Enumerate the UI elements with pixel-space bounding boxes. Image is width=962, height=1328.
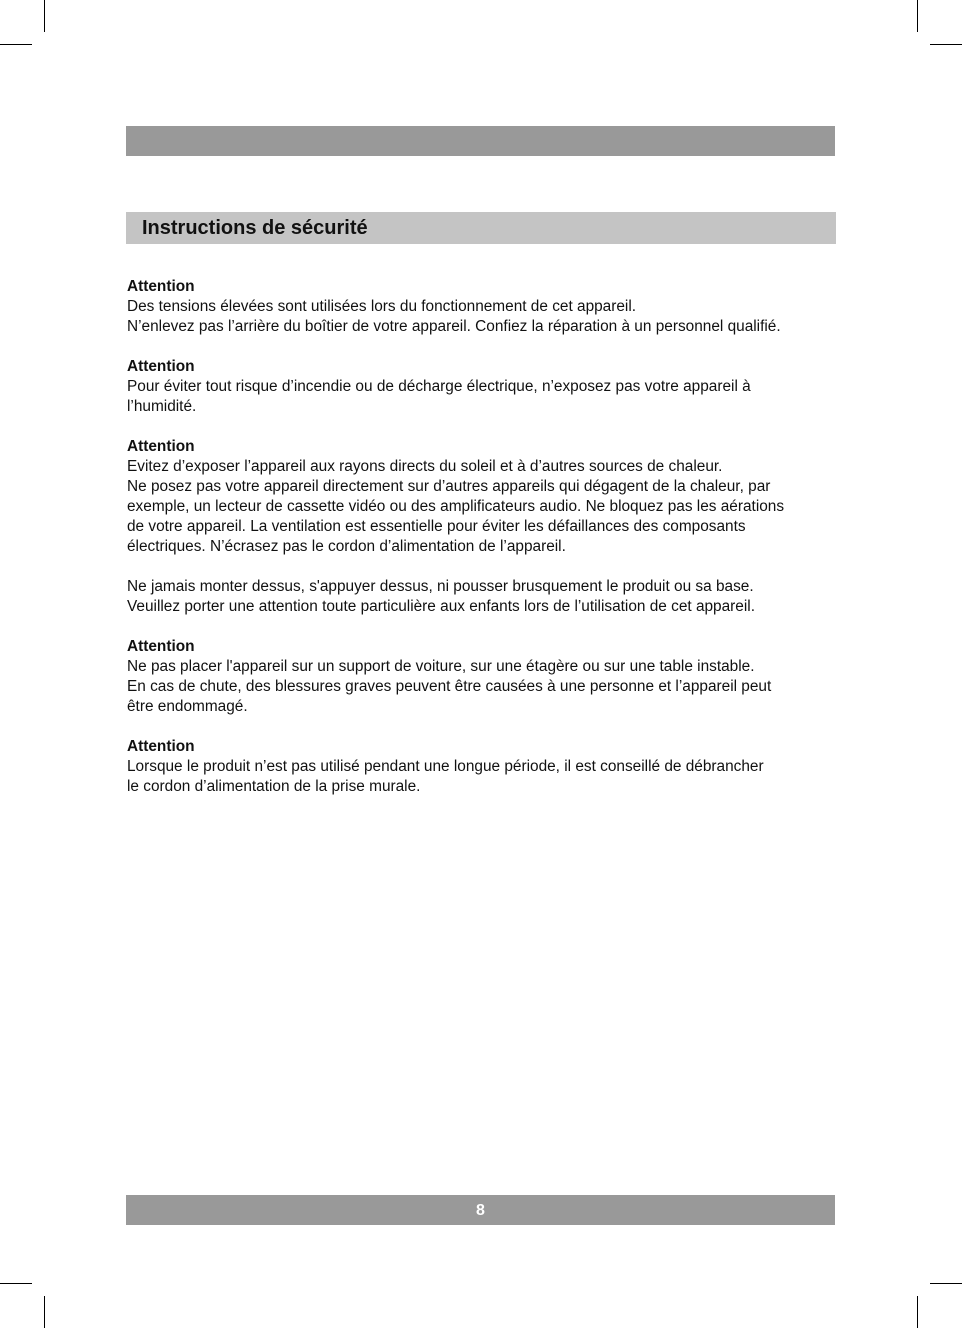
instruction-text-line: N’enlevez pas l’arrière du boîtier de votre appareil. Confiez la réparation à un personnel qualifié. <box>127 318 781 335</box>
instruction-block <box>127 737 847 797</box>
section-header <box>126 212 836 244</box>
attention-heading: Attention <box>127 358 195 375</box>
top-header-bar <box>126 126 835 156</box>
safety-instructions-content <box>127 277 847 817</box>
crop-mark-bottom-left-vertical <box>44 1296 45 1328</box>
instruction-text-line: Ne jamais monter dessus, s'appuyer dessus, ni pousser brusquement le produit ou sa base. <box>127 578 754 595</box>
instruction-block <box>127 437 847 557</box>
instruction-block <box>127 357 847 417</box>
instruction-text-line: En cas de chute, des blessures graves peuvent être causées à une personne et l’appareil peut <box>127 678 772 695</box>
crop-mark-top-left-horizontal <box>0 44 32 45</box>
page-number: 8 <box>476 1202 485 1219</box>
crop-mark-bottom-right-horizontal <box>930 1283 962 1284</box>
attention-heading: Attention <box>127 738 195 755</box>
crop-mark-bottom-right-vertical <box>917 1296 918 1328</box>
instruction-text-line: Evitez d’exposer l’appareil aux rayons directs du soleil et à d’autres sources de chaleur. <box>127 458 723 475</box>
instruction-block <box>127 277 847 337</box>
instruction-text-line: l’humidité. <box>127 398 197 415</box>
footer-bar <box>126 1195 835 1225</box>
instruction-text-line: Veuillez porter une attention toute particulière aux enfants lors de l’utilisation de cet appareil. <box>127 598 755 615</box>
crop-mark-top-right-horizontal <box>930 44 962 45</box>
attention-heading: Attention <box>127 278 195 295</box>
instruction-text-line: Lorsque le produit n’est pas utilisé pendant une longue période, il est conseillé de débrancher <box>127 758 764 775</box>
instruction-text-line: Ne posez pas votre appareil directement sur d’autres appareils qui dégagent de la chaleur, par <box>127 478 771 495</box>
instruction-text-line: le cordon d’alimentation de la prise murale. <box>127 778 421 795</box>
section-title: Instructions de sécurité <box>142 217 368 239</box>
instruction-text-line: Des tensions élevées sont utilisées lors du fonctionnement de cet appareil. <box>127 298 637 315</box>
instruction-block <box>127 577 847 617</box>
crop-mark-top-left-vertical <box>44 0 45 32</box>
crop-mark-bottom-left-horizontal <box>0 1283 32 1284</box>
crop-mark-top-right-vertical <box>917 0 918 32</box>
instruction-text-line: de votre appareil. La ventilation est essentielle pour éviter les défaillances des composants <box>127 518 746 535</box>
attention-heading: Attention <box>127 438 195 455</box>
instruction-block <box>127 637 847 717</box>
instruction-text-line: Pour éviter tout risque d’incendie ou de décharge électrique, n’exposez pas votre appareil à <box>127 378 751 395</box>
instruction-text-line: Ne pas placer l'appareil sur un support de voiture, sur une étagère ou sur une table instable. <box>127 658 755 675</box>
instruction-text-line: électriques. N’écrasez pas le cordon d’alimentation de l’appareil. <box>127 538 566 555</box>
instruction-text-line: être endommagé. <box>127 698 248 715</box>
attention-heading: Attention <box>127 638 195 655</box>
instruction-text-line: exemple, un lecteur de cassette vidéo ou des amplificateurs audio. Ne bloquez pas les aérations <box>127 498 785 515</box>
